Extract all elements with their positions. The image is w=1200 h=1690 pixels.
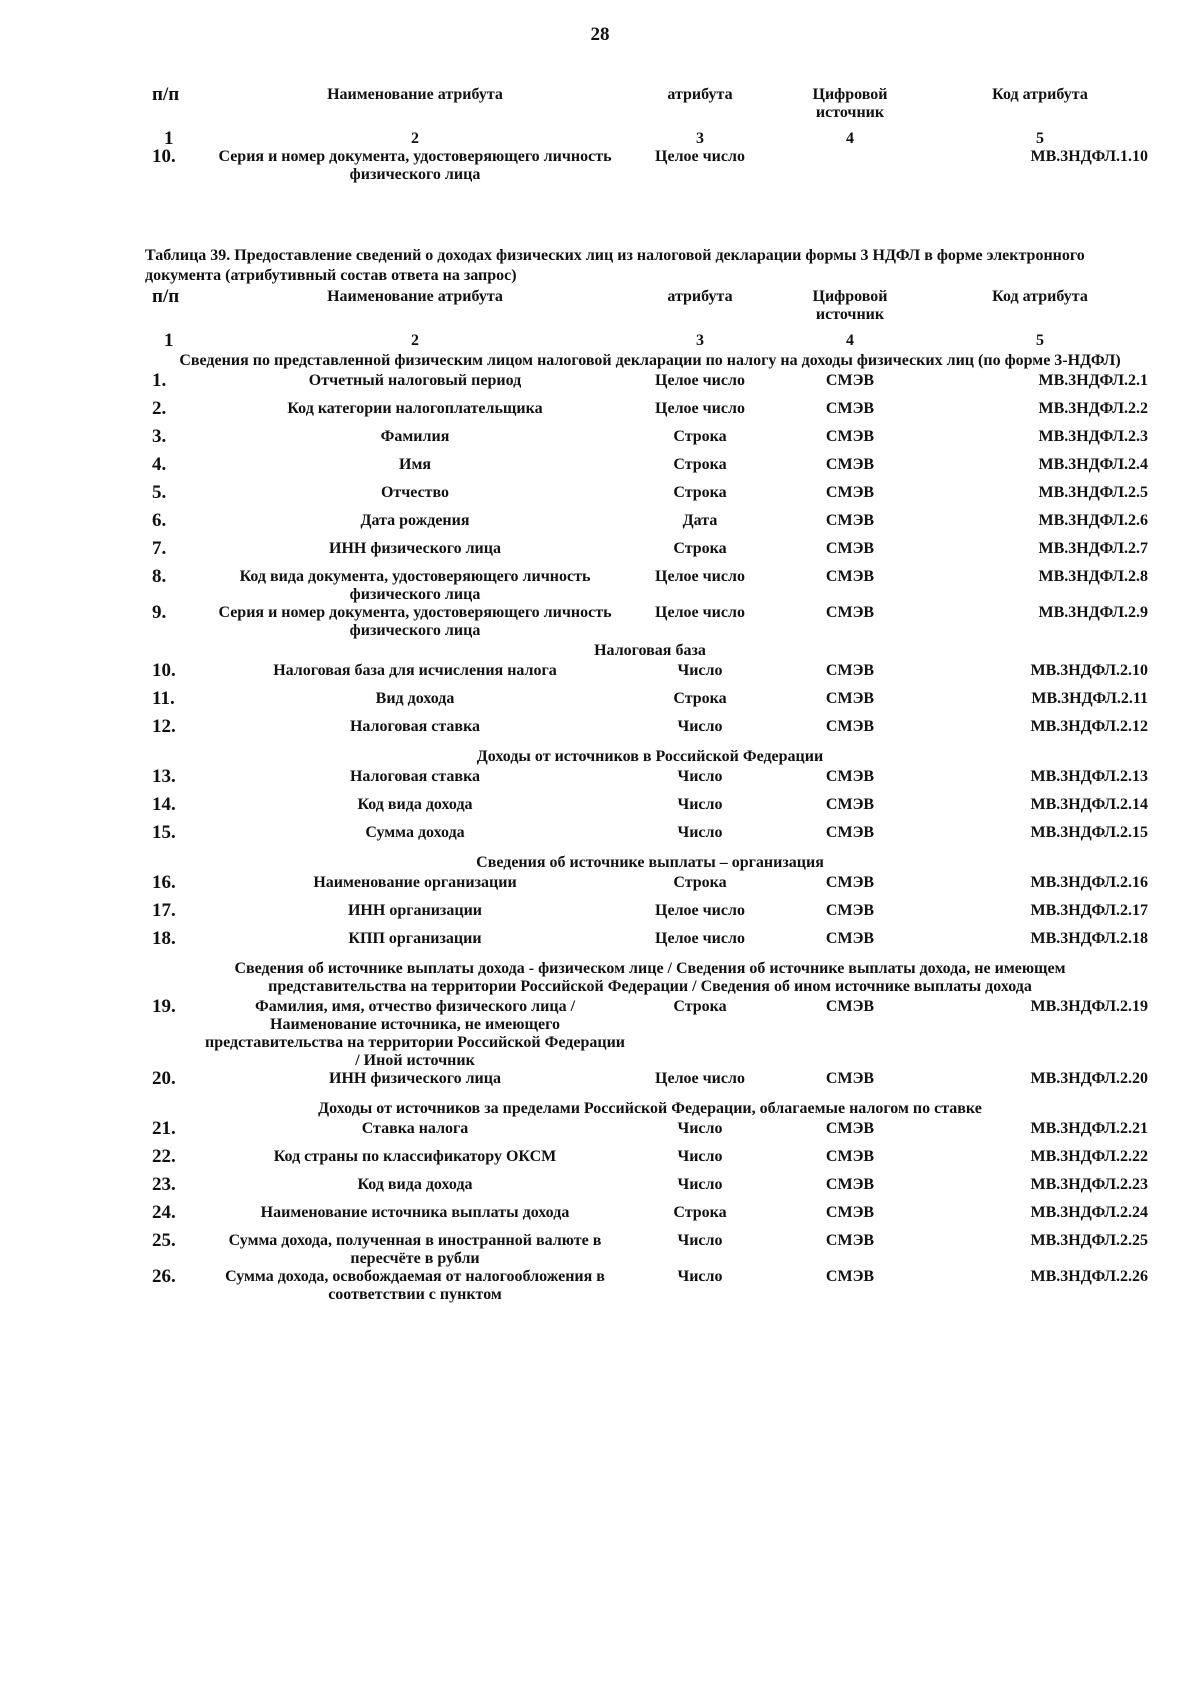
table-39	[150, 288, 1150, 1304]
section-heading-row	[150, 958, 1150, 998]
col-index-5: 5	[1036, 130, 1044, 147]
row-number: 13.	[152, 766, 176, 787]
row-number: 11.	[152, 688, 175, 709]
table-row	[150, 456, 1150, 484]
attribute-name: ИНН физического лица	[329, 540, 501, 557]
table-row	[150, 902, 1150, 930]
attribute-type: Целое число	[655, 372, 745, 389]
col-header-source-sub: источник	[815, 306, 885, 323]
attribute-source: СМЭВ	[825, 718, 875, 735]
attribute-code: МВ.3НДФЛ.2.22	[1030, 1148, 1148, 1165]
attribute-source: СМЭВ	[825, 824, 875, 841]
attribute-code: МВ.3НДФЛ.2.8	[1038, 568, 1148, 585]
attribute-type: Число	[677, 1176, 723, 1193]
attribute-type: Строка	[673, 540, 727, 557]
table-row	[150, 1070, 1150, 1098]
attribute-code: МВ.3НДФЛ.2.7	[1038, 540, 1148, 557]
attribute-source: СМЭВ	[825, 512, 875, 529]
attribute-name: Код страны по классификатору ОКСМ	[273, 1148, 557, 1165]
attribute-name: Наименование источника выплаты дохода	[260, 1204, 570, 1221]
section-heading-row	[150, 350, 1150, 372]
section-heading-row	[150, 1098, 1150, 1120]
col-header-name: Наименование атрибута	[327, 86, 503, 103]
section-heading: Сведения об источнике выплаты дохода - физическом лице / Сведения об источнике выплаты дохода, не имеющем представительства на территории Российской Федерации / Сведения об ином источнике выплаты дохода	[234, 960, 1066, 995]
attribute-source	[770, 148, 930, 184]
section-heading: Доходы от источников в Российской Федерации	[476, 748, 824, 765]
section-heading: Доходы от источников за пределами Российской Федерации, облагаемые налогом по ставке	[318, 1100, 982, 1117]
table-row	[150, 1268, 1150, 1304]
attribute-source: СМЭВ	[825, 568, 875, 585]
row-number: 17.	[152, 900, 176, 921]
attribute-type: Число	[677, 1120, 723, 1137]
col-header-source-sub: источник	[815, 104, 885, 121]
col-header-code: Код атрибута	[992, 86, 1088, 103]
col-index-3: 3	[696, 130, 704, 147]
attribute-source: СМЭВ	[825, 400, 875, 417]
attribute-type: Целое число	[655, 604, 745, 621]
table-row	[150, 718, 1150, 746]
table-row	[150, 662, 1150, 690]
attribute-code: МВ.3НДФЛ.2.3	[1038, 428, 1148, 445]
attribute-code: МВ.3НДФЛ.2.20	[1030, 1070, 1148, 1087]
attribute-name: Дата рождения	[360, 512, 470, 529]
section-heading: Сведения по представленной физическим лицом налоговой декларации по налогу на доходы физических лиц (по форме 3-НДФЛ)	[179, 352, 1121, 369]
col-header-name: Наименование атрибута	[327, 288, 503, 305]
section-heading-row	[150, 746, 1150, 768]
row-number: 19.	[152, 996, 176, 1017]
table-row	[150, 1148, 1150, 1176]
col-header-source	[770, 86, 930, 130]
attribute-source: СМЭВ	[825, 1148, 875, 1165]
table-row	[150, 1232, 1150, 1268]
col-index-2: 2	[411, 130, 419, 147]
row-number: 26.	[152, 1266, 176, 1287]
column-index-row	[150, 332, 1150, 350]
row-number: 3.	[152, 426, 167, 447]
row-number: 10.	[152, 660, 176, 681]
table-row	[150, 690, 1150, 718]
table-row	[150, 148, 1150, 184]
col-header-code: Код атрибута	[992, 288, 1088, 305]
attribute-type: Строка	[673, 998, 727, 1015]
attribute-name: Код категории налогоплательщика	[287, 400, 543, 417]
attribute-source: СМЭВ	[825, 662, 875, 679]
attribute-source: СМЭВ	[825, 796, 875, 813]
row-number: 25.	[152, 1230, 176, 1251]
attribute-code: МВ.3НДФЛ.2.17	[1030, 902, 1148, 919]
attribute-type: Число	[677, 768, 723, 785]
table-row	[150, 400, 1150, 428]
attribute-code: МВ.3НДФЛ.2.9	[1038, 604, 1148, 621]
attribute-name: ИНН физического лица	[329, 1070, 501, 1087]
table-row	[150, 568, 1150, 604]
attribute-source: СМЭВ	[825, 1268, 875, 1285]
table-row	[150, 1120, 1150, 1148]
previous-table	[150, 86, 1150, 184]
col-header-type: атрибута	[667, 86, 733, 103]
attribute-code: МВ.3НДФЛ.2.1	[1038, 372, 1148, 389]
attribute-code: МВ.3НДФЛ.2.25	[1030, 1232, 1148, 1249]
attribute-source: СМЭВ	[825, 372, 875, 389]
col-header-source	[770, 288, 930, 332]
attribute-code: МВ.3НДФЛ.2.6	[1038, 512, 1148, 529]
section-heading-row	[150, 640, 1150, 662]
row-number: 22.	[152, 1146, 176, 1167]
attribute-type: Число	[677, 824, 723, 841]
attribute-type: Число	[677, 1148, 723, 1165]
page-number: 28	[590, 24, 610, 45]
table-header-row	[150, 288, 1150, 332]
attribute-code: МВ.3НДФЛ.2.4	[1038, 456, 1148, 473]
attribute-source: СМЭВ	[825, 998, 875, 1015]
attribute-type: Строка	[673, 428, 727, 445]
row-number: 10.	[152, 146, 176, 167]
table-row	[150, 768, 1150, 796]
attribute-code: МВ.3НДФЛ.2.13	[1030, 768, 1148, 785]
attribute-code: МВ.3НДФЛ.2.11	[1031, 690, 1148, 707]
attribute-type: Строка	[673, 1204, 727, 1221]
attribute-code: МВ.3НДФЛ.2.5	[1038, 484, 1148, 501]
attribute-name: Наименование организации	[313, 874, 517, 891]
attribute-code: МВ.3НДФЛ.2.26	[1030, 1268, 1148, 1285]
table-row	[150, 484, 1150, 512]
attribute-name: Ставка налога	[361, 1120, 469, 1137]
attribute-type: Число	[677, 1232, 723, 1249]
attribute-code: МВ.3НДФЛ.2.15	[1030, 824, 1148, 841]
section-heading: Сведения об источнике выплаты – организация	[476, 854, 824, 871]
attribute-type: Строка	[673, 690, 727, 707]
attribute-type: Целое число	[655, 902, 745, 919]
attribute-name: Серия и номер документа, удостоверяющего личность физического лица	[218, 148, 612, 183]
row-number: 8.	[152, 566, 167, 587]
col-header-type: атрибута	[667, 288, 733, 305]
attribute-source: СМЭВ	[825, 484, 875, 501]
attribute-source: СМЭВ	[825, 1176, 875, 1193]
attribute-type: Дата	[682, 512, 718, 529]
section-heading: Налоговая база	[594, 642, 706, 659]
row-number: 15.	[152, 822, 176, 843]
row-number: 14.	[152, 794, 176, 815]
table-body	[150, 350, 1150, 1304]
attribute-source: СМЭВ	[825, 1120, 875, 1137]
attribute-name: Сумма дохода	[365, 824, 465, 841]
table-row	[150, 824, 1150, 852]
col-header-source-title: Цифровой	[812, 288, 888, 305]
col-header-source-title: Цифровой	[812, 86, 888, 103]
table-row	[150, 1204, 1150, 1232]
attribute-source: СМЭВ	[825, 540, 875, 557]
attribute-name: Имя	[399, 456, 431, 473]
row-number: 23.	[152, 1174, 176, 1195]
attribute-code: МВ.3НДФЛ.2.21	[1030, 1120, 1148, 1137]
row-number: 24.	[152, 1202, 176, 1223]
attribute-source: СМЭВ	[825, 930, 875, 947]
attribute-name: Фамилия	[380, 428, 450, 445]
attribute-name: Код вида документа, удостоверяющего личность физического лица	[239, 568, 591, 603]
attribute-code: МВ.3НДФЛ.2.19	[1030, 998, 1148, 1015]
row-number: 6.	[152, 510, 167, 531]
col-header-num: п/п	[152, 84, 180, 105]
table-caption: Таблица 39. Предоставление сведений о доходах физических лиц из налоговой декларации формы 3 НДФЛ в форме электронного документа (атрибутивный состав ответа на запрос)	[145, 247, 1085, 284]
col-index-4: 4	[846, 130, 854, 147]
row-number: 2.	[152, 398, 167, 419]
table-row	[150, 604, 1150, 640]
col-index-4: 4	[846, 332, 854, 349]
attribute-type: Целое число	[655, 148, 745, 165]
attribute-type: Число	[677, 1268, 723, 1285]
attribute-type: Строка	[673, 874, 727, 891]
attribute-name: Налоговая ставка	[349, 718, 481, 735]
attribute-source: СМЭВ	[825, 690, 875, 707]
table-row	[150, 428, 1150, 456]
row-number: 5.	[152, 482, 167, 503]
attribute-source: СМЭВ	[825, 428, 875, 445]
attribute-name: Отчество	[380, 484, 450, 501]
attribute-name: Вид дохода	[375, 690, 455, 707]
col-index-1: 1	[164, 128, 174, 149]
column-index-row	[150, 130, 1150, 148]
row-number: 18.	[152, 928, 176, 949]
attribute-code: МВ.3НДФЛ.2.16	[1030, 874, 1148, 891]
attribute-code: МВ.3НДФЛ.2.24	[1030, 1204, 1148, 1221]
attribute-name: Сумма дохода, полученная в иностранной валюте в пересчёте в рубли	[228, 1232, 602, 1267]
attribute-name: Серия и номер документа, удостоверяющего личность физического лица	[218, 604, 612, 639]
attribute-name: Код вида дохода	[357, 1176, 473, 1193]
attribute-type: Число	[677, 662, 723, 679]
col-header-num: п/п	[152, 286, 180, 307]
attribute-type: Целое число	[655, 400, 745, 417]
attribute-source: СМЭВ	[825, 874, 875, 891]
table-row	[150, 998, 1150, 1070]
table-row	[150, 930, 1150, 958]
col-index-1: 1	[164, 330, 174, 351]
attribute-name: Фамилия, имя, отчество физического лица / Наименование источника, не имеющего представительства на территории Российской Федерации / Иной источник	[204, 998, 626, 1069]
row-number: 7.	[152, 538, 167, 559]
attribute-type: Число	[677, 796, 723, 813]
attribute-code: МВ.3НДФЛ.2.10	[1030, 662, 1148, 679]
attribute-code: МВ.3НДФЛ.2.14	[1030, 796, 1148, 813]
attribute-code: МВ.3НДФЛ.2.2	[1038, 400, 1148, 417]
attribute-type: Строка	[673, 456, 727, 473]
attribute-code: МВ.3НДФЛ.2.18	[1030, 930, 1148, 947]
table-row	[150, 796, 1150, 824]
attribute-type: Целое число	[655, 930, 745, 947]
attribute-name: Налоговая база для исчисления налога	[273, 662, 557, 679]
attribute-source: СМЭВ	[825, 902, 875, 919]
row-number: 9.	[152, 602, 167, 623]
row-number: 20.	[152, 1068, 176, 1089]
attribute-name: Сумма дохода, освобождаемая от налогообложения в соответствии с пунктом	[225, 1268, 605, 1303]
table-row	[150, 372, 1150, 400]
attribute-name: Отчетный налоговый период	[308, 372, 522, 389]
attribute-source: СМЭВ	[825, 456, 875, 473]
attribute-type: Строка	[673, 484, 727, 501]
attribute-name: КПП организации	[348, 930, 482, 947]
attribute-name: ИНН организации	[347, 902, 483, 919]
attribute-code: МВ.3НДФЛ.1.10	[1030, 148, 1148, 165]
attribute-type: Целое число	[655, 568, 745, 585]
attribute-source: СМЭВ	[825, 1232, 875, 1249]
row-number: 4.	[152, 454, 167, 475]
table-row	[150, 512, 1150, 540]
row-number: 12.	[152, 716, 176, 737]
attribute-name: Код вида дохода	[357, 796, 473, 813]
table-row	[150, 874, 1150, 902]
col-index-3: 3	[696, 332, 704, 349]
attribute-code: МВ.3НДФЛ.2.23	[1030, 1176, 1148, 1193]
attribute-name: Налоговая ставка	[349, 768, 481, 785]
table-row	[150, 540, 1150, 568]
table-row	[150, 1176, 1150, 1204]
attribute-type: Число	[677, 718, 723, 735]
col-index-2: 2	[411, 332, 419, 349]
row-number: 1.	[152, 370, 167, 391]
attribute-source: СМЭВ	[825, 768, 875, 785]
attribute-code: МВ.3НДФЛ.2.12	[1030, 718, 1148, 735]
attribute-source: СМЭВ	[825, 1204, 875, 1221]
attribute-type: Целое число	[655, 1070, 745, 1087]
table-header-row	[150, 86, 1150, 130]
row-number: 16.	[152, 872, 176, 893]
section-heading-row	[150, 852, 1150, 874]
col-index-5: 5	[1036, 332, 1044, 349]
attribute-source: СМЭВ	[825, 604, 875, 621]
attribute-source: СМЭВ	[825, 1070, 875, 1087]
row-number: 21.	[152, 1118, 176, 1139]
